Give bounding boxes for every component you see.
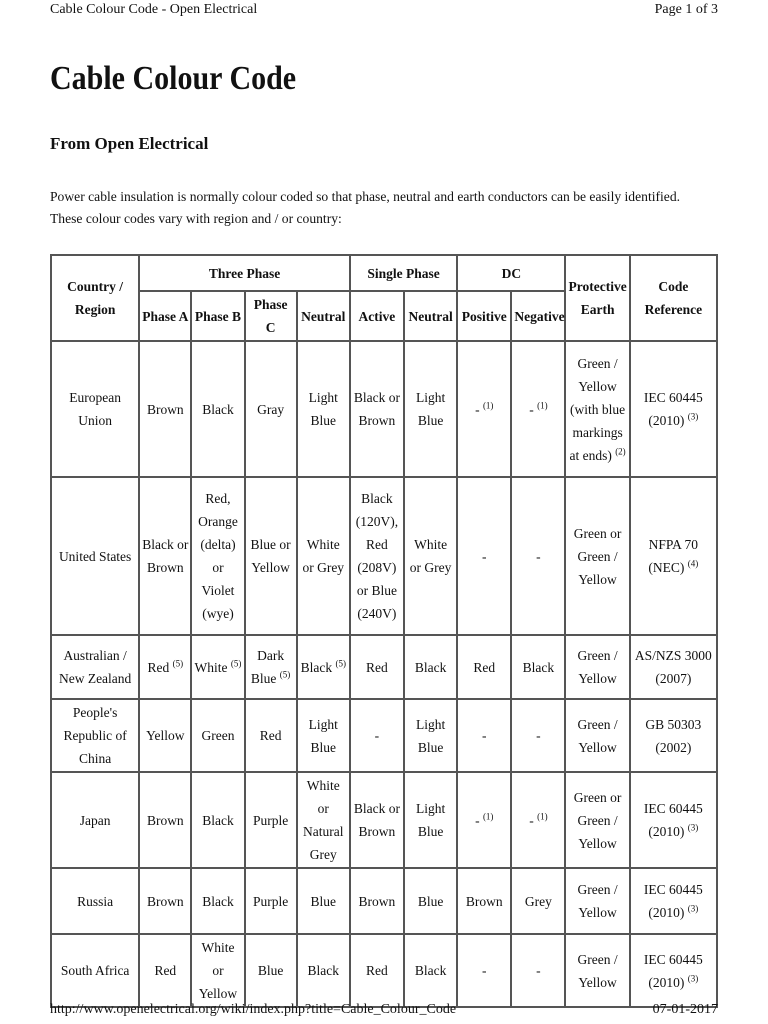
footer-date: 07-01-2017 bbox=[652, 1002, 718, 1017]
header-positive: Positive bbox=[458, 292, 512, 342]
table-cell: Red bbox=[351, 636, 405, 700]
table-cell: Green or Green / Yellow bbox=[566, 478, 630, 636]
table-cell: Black bbox=[405, 935, 458, 1008]
footnote-marker: (1) bbox=[537, 811, 548, 821]
header-phase-a: Phase A bbox=[140, 292, 192, 342]
footnote-marker: (5) bbox=[335, 658, 346, 668]
table-cell: Blue bbox=[405, 869, 458, 935]
table-cell: NFPA 70 (NEC) $^{(4)}$ bbox=[631, 478, 718, 636]
table-cell: Green or Green / Yellow bbox=[566, 773, 630, 869]
table-cell: White $^{(5)}$ bbox=[192, 636, 245, 700]
cable-colour-table bbox=[50, 254, 718, 1008]
table-cell: Purple bbox=[246, 869, 298, 935]
table-cell: Brown bbox=[140, 342, 192, 478]
table-cell: - $^{(1)}$ bbox=[458, 773, 512, 869]
table-cell: Red bbox=[140, 935, 192, 1008]
footnote-marker: (3) bbox=[687, 973, 699, 983]
table-cell: Blue bbox=[298, 869, 351, 935]
table-cell: Green / Yellow bbox=[566, 636, 630, 700]
table-cell: Black bbox=[298, 935, 351, 1008]
footnote-marker: (5) bbox=[230, 658, 242, 668]
table-cell: Brown bbox=[351, 869, 405, 935]
table-row bbox=[52, 700, 718, 773]
footnote-marker: (5) bbox=[172, 658, 184, 668]
table-row bbox=[52, 935, 718, 1008]
header-country-region: Country / Region bbox=[52, 256, 140, 342]
table-cell: - $^{(1)}$ bbox=[512, 773, 566, 869]
table-cell: Green bbox=[192, 700, 245, 773]
country-cell: South Africa bbox=[52, 935, 140, 1008]
table-cell: IEC 60445 (2010) $^{(3)}$ bbox=[631, 773, 718, 869]
table-cell: White or Grey bbox=[405, 478, 458, 636]
country-cell: Australian / New Zealand bbox=[52, 636, 140, 700]
table-cell: Brown bbox=[140, 869, 192, 935]
table-cell: Yellow bbox=[140, 700, 192, 773]
header-code-reference: Code Reference bbox=[631, 256, 718, 342]
header-phase-c: Phase C bbox=[246, 292, 298, 342]
page-title: Cable Colour Code bbox=[50, 60, 297, 97]
table-cell: - $^{(1)}$ bbox=[458, 342, 512, 478]
footnote-marker: (2) bbox=[615, 446, 626, 456]
table-row bbox=[52, 342, 718, 478]
table-cell: - bbox=[512, 935, 566, 1008]
table-cell: Light Blue bbox=[405, 700, 458, 773]
table-cell: - bbox=[458, 478, 512, 636]
table-row bbox=[52, 869, 718, 935]
footnote-marker: (1) bbox=[537, 400, 548, 410]
table-cell: Dark Blue $^{(5)}$ bbox=[246, 636, 298, 700]
table-cell: AS/NZS 3000 (2007) bbox=[631, 636, 718, 700]
table-cell: Gray bbox=[246, 342, 298, 478]
footnote-marker: (3) bbox=[687, 822, 699, 833]
country-cell: United States bbox=[52, 478, 140, 636]
table-cell: Black or Brown bbox=[140, 478, 192, 636]
table-cell: Light Blue bbox=[405, 773, 458, 869]
table-cell: - bbox=[512, 700, 566, 773]
table-cell: Blue or Yellow bbox=[246, 478, 298, 636]
header-page-number: Page 1 of 3 bbox=[654, 2, 718, 17]
page-subtitle: From Open Electrical bbox=[50, 134, 209, 153]
header-dc: DC bbox=[458, 256, 566, 292]
table-cell: Black bbox=[192, 342, 245, 478]
header-phase-b: Phase B bbox=[192, 292, 245, 342]
table-body bbox=[52, 342, 718, 1008]
table-cell: Red bbox=[458, 636, 512, 700]
table-cell: GB 50303 (2002) bbox=[631, 700, 718, 773]
table-cell: Green / Yellow bbox=[566, 935, 630, 1008]
footnote-marker: (5) bbox=[279, 669, 291, 680]
footnote-marker: (1) bbox=[482, 811, 494, 821]
header-negative: Negative bbox=[512, 292, 566, 342]
table-cell: Red, Orange (delta) or Violet (wye) bbox=[192, 478, 245, 636]
header-protective-earth: Protective Earth bbox=[566, 256, 630, 342]
table-cell: Brown bbox=[140, 773, 192, 869]
table-cell: White or Yellow bbox=[192, 935, 245, 1008]
footnote-marker: (3) bbox=[687, 903, 699, 914]
table-row bbox=[52, 773, 718, 869]
table-cell: Red bbox=[351, 935, 405, 1008]
footnote-marker: (3) bbox=[687, 411, 699, 422]
table-cell: - $^{(1)}$ bbox=[512, 342, 566, 478]
table-cell: - bbox=[458, 935, 512, 1008]
table-row bbox=[52, 478, 718, 636]
table-cell: - bbox=[512, 478, 566, 636]
table-cell: Red $^{(5)}$ bbox=[140, 636, 192, 700]
table-cell: Green / Yellow bbox=[566, 700, 630, 773]
intro-paragraph: Power cable insulation is normally colour coded so that phase, neutral and earth conductors can be easily identified. These colour codes vary with region and / or country: bbox=[50, 189, 681, 226]
table-cell: Red bbox=[246, 700, 298, 773]
header-active: Active bbox=[351, 292, 405, 342]
header-neutral-three-phase: Neutral bbox=[298, 292, 351, 342]
table-cell: - bbox=[351, 700, 405, 773]
table-cell: Black bbox=[192, 773, 245, 869]
table-cell: Green / Yellow bbox=[566, 869, 630, 935]
table-cell: IEC 60445 (2010) $^{(3)}$ bbox=[631, 935, 718, 1008]
table-cell: Green / Yellow (with blue markings at ends) $^{(2)}$ bbox=[566, 342, 630, 478]
table-cell: Black bbox=[512, 636, 566, 700]
table-cell: Black $^{(5)}$ bbox=[298, 636, 351, 700]
table-cell: Grey bbox=[512, 869, 566, 935]
footer-url: http://www.openelectrical.org/wiki/index.php?title=Cable_Colour_Code bbox=[50, 1002, 457, 1017]
country-cell: Japan bbox=[52, 773, 140, 869]
table-cell: IEC 60445 (2010) $^{(3)}$ bbox=[631, 869, 718, 935]
table-cell: Light Blue bbox=[298, 342, 351, 478]
table-cell: Black or Brown bbox=[351, 773, 405, 869]
header-document-title: Cable Colour Code - Open Electrical bbox=[50, 2, 258, 17]
table-cell: White or Natural Grey bbox=[298, 773, 351, 869]
table-cell: Black bbox=[192, 869, 245, 935]
table-cell: Black bbox=[405, 636, 458, 700]
table-cell: Light Blue bbox=[298, 700, 351, 773]
header-neutral-single-phase: Neutral bbox=[405, 292, 458, 342]
table-cell: Blue bbox=[246, 935, 298, 1008]
header-single-phase: Single Phase bbox=[351, 256, 458, 292]
table-row bbox=[52, 636, 718, 700]
table-cell: Black or Brown bbox=[351, 342, 405, 478]
table-cell: IEC 60445 (2010) $^{(3)}$ bbox=[631, 342, 718, 478]
table-cell: Brown bbox=[458, 869, 512, 935]
footnote-marker: (1) bbox=[482, 400, 494, 410]
table-cell: Light Blue bbox=[405, 342, 458, 478]
table-cell: Black (120V), Red (208V) or Blue (240V) bbox=[351, 478, 405, 636]
country-cell: People's Republic of China bbox=[52, 700, 140, 773]
header-three-phase: Three Phase bbox=[140, 256, 351, 292]
country-cell: Russia bbox=[52, 869, 140, 935]
table-cell: - bbox=[458, 700, 512, 773]
footnote-marker: (4) bbox=[687, 558, 699, 569]
country-cell: European Union bbox=[52, 342, 140, 478]
table-cell: White or Grey bbox=[298, 478, 351, 636]
table-cell: Purple bbox=[246, 773, 298, 869]
